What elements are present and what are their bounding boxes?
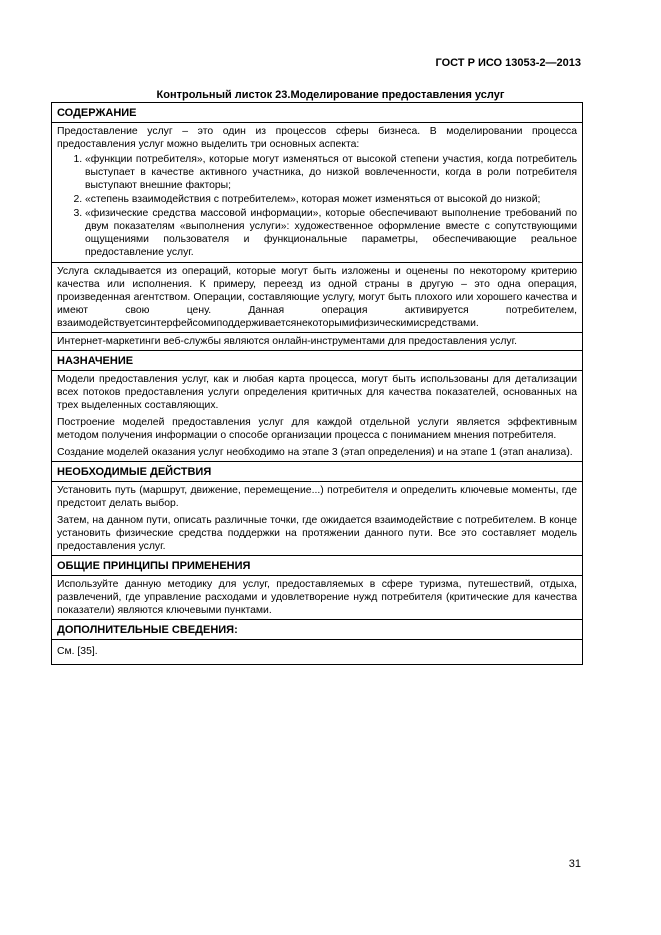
checklist-table [51,102,583,665]
actions-paragraph: Установить путь (маршрут, движение, перемещение...) потребителя и определить ключевые моменты, где предстоит делать выбор. [57,485,577,509]
page-number: 31 [568,858,581,870]
standard-number: ГОСТ Р ИСО 13053-2—2013 [435,57,581,69]
purpose-paragraph: Модели предоставления услуг, как и любая карта процесса, могут быть использованы для детализации всех потоков предоставления услуги определения критичных для качества показателей, основанных на трех выделенных составляющих. [57,374,577,411]
section-heading: СОДЕРЖАНИЕ [57,107,137,119]
content-paragraph: Услуга складывается из операций, которые могут быть изложены и оценены по некоторому критерию качества или исполнения. К примеру, переезд из одной страны в другую – это одна операция, произведенная агентством. Операции, составляющие услугу, могут быть плохого или хорошего качества и имеют свою цену. Данная операция активируется потребителем, взаимодействуетсинтерфейсомиподдерживаетсянекоторымифизическимисредствами. [52,262,582,332]
section-heading: НАЗНАЧЕНИЕ [57,355,134,367]
section-actions [52,461,582,555]
section-heading: ОБЩИЕ ПРИНЦИПЫ ПРИМЕНЕНИЯ [57,560,251,572]
aspects-list [57,153,577,259]
list-item: 3. «физические средства массовой информации», которые обеспечивают выполнение требований по двум показателям «выполнения услуги»: художественное оформление вместе с сопутствующими ощущениями пользователя и функциональные параметры, обеспечивающие реальное предоставление услуг. [85,207,577,259]
principles-paragraph: Используйте данную методику для услуг, предоставляемых в сфере туризма, путешествий, отдыха, развлечений, где управление расходами и удовлетворение нужд потребителя (критические для качества показатели) являются ключевыми пунктами. [57,579,577,616]
purpose-paragraph: Создание моделей оказания услуг необходимо на этапе 3 (этап определения) и на этапе 1 (этап анализа). [57,447,573,458]
checklist-title: Контрольный листок 23.Моделирование предоставления услуг [156,89,505,101]
list-item: 1. «функции потребителя», которые могут изменяться от высокой степени участия, когда потребитель выступает в качестве активного участника, до низкой вовлеченности, когда в роли потребителя выступают внешние факторы; [85,153,577,192]
actions-paragraph: Затем, на данном пути, описать различные точки, где ожидается взаимодействие с потребителем. В конце установить физические средства поддержки на протяжении данного пути. Все это составляет модель предоставления услуг. [57,515,577,552]
section-heading: НЕОБХОДИМЫЕ ДЕЙСТВИЯ [57,466,212,478]
section-additional [52,619,582,664]
section-content [52,103,582,350]
section-purpose [52,350,582,461]
content-paragraph: Интернет-маркетинги веб-службы являются онлайн-инструментами для предоставления услуг. [52,332,582,350]
list-item: 2. «степень взаимодействия с потребителем», которая может изменяться от высокой до низкой; [85,193,577,206]
purpose-paragraph: Построение моделей предоставления услуг для каждой отдельной услуги является эффективным методом получения информации о способе организации процесса с пониманием мнения потребителя. [57,417,577,441]
section-principles [52,555,582,619]
additional-paragraph: См. [35]. [57,646,98,657]
content-intro: Предоставление услуг – это один из процессов сферы бизнеса. В моделировании процесса предоставления услуг можно выделить три основных аспекта: [57,126,577,150]
section-heading: ДОПОЛНИТЕЛЬНЫЕ СВЕДЕНИЯ: [57,624,238,636]
content-intro-block [52,123,582,262]
